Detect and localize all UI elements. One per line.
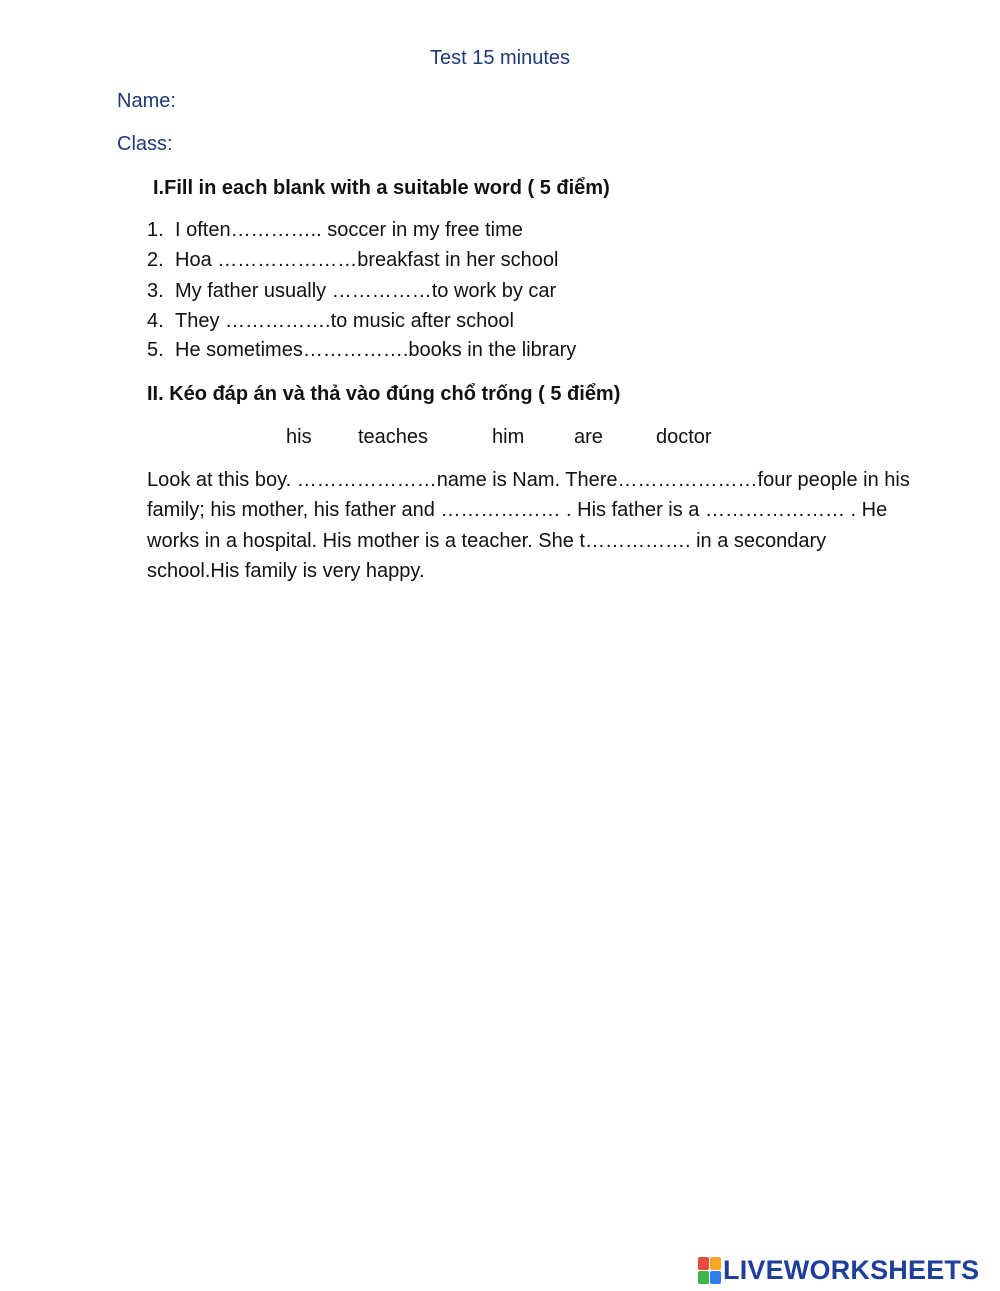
list-item [147, 278, 556, 304]
item-text: They …………….to music after school [175, 310, 514, 332]
item-number: 3. [147, 280, 164, 302]
logo-mark-tile [698, 1257, 709, 1270]
logo-mark-icon [698, 1257, 720, 1283]
word-bank [0, 424, 1000, 450]
logo-mark-tile [710, 1271, 721, 1284]
list-item [147, 247, 558, 273]
passage-line: school.His family is very happy. [147, 560, 425, 582]
passage-line: works in a hospital. His mother is a teacher. She t……………. in a secondary [147, 530, 827, 552]
word-chip[interactable]: are [574, 426, 603, 448]
logo-mark-tile [710, 1257, 721, 1270]
word-chip[interactable]: him [492, 426, 525, 448]
liveworksheets-logo [698, 1255, 979, 1285]
list-item [147, 337, 576, 363]
word-chip[interactable]: doctor [656, 426, 712, 448]
item-text: I often………….. soccer in my free time [175, 219, 523, 241]
item-number: 2. [147, 249, 164, 271]
item-text: He sometimes…………….books in the library [175, 339, 577, 361]
passage-line: family; his mother, his father and ……………… . His father is a ………………… . He [147, 499, 888, 521]
list-item [147, 308, 514, 334]
item-text: Hoa …………………breakfast in her school [175, 249, 559, 271]
class-label: Class: [117, 133, 173, 155]
logo-text: LIVEWORKSHEETS [723, 1254, 980, 1285]
section2-heading: II. Kéo đáp án và thả vào đúng chổ trống ( 5 điểm) [147, 383, 621, 405]
item-number: 4. [147, 310, 164, 332]
item-number: 5. [147, 339, 164, 361]
section1-heading: I.Fill in each blank with a suitable word ( 5 điểm) [153, 177, 610, 199]
word-chip[interactable]: his [286, 426, 312, 448]
name-label: Name: [117, 90, 176, 112]
list-item [147, 217, 523, 243]
page-title: Test 15 minutes [429, 47, 571, 69]
item-text: My father usually ……………to work by car [175, 280, 557, 302]
word-chip[interactable]: teaches [358, 426, 429, 448]
logo-mark-tile [698, 1271, 709, 1284]
passage-line: Look at this boy. …………………name is Nam. There…………………four people in his [147, 469, 910, 491]
item-number: 1. [147, 219, 164, 241]
